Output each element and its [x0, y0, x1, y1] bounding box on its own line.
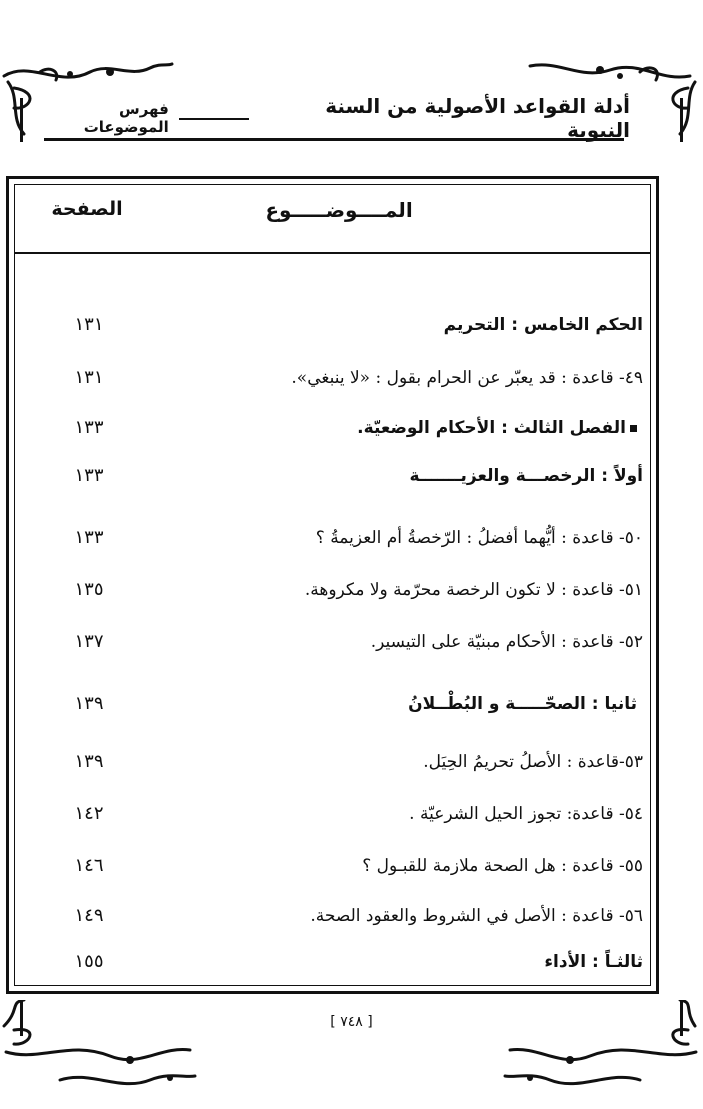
- toc-entry-title: ٥٣-قاعدة : الأصلُ تحريمُ الحِيَل.: [423, 752, 643, 772]
- toc-entry-title: أولاً : الرخصـــة والعزيـــــــة: [409, 466, 643, 486]
- toc-entry-page: ١٤٩: [74, 905, 104, 926]
- header-dash-divider: [179, 118, 249, 120]
- book-title: أدلة القواعد الأصولية من السنة النبوية: [325, 94, 630, 142]
- toc-row: [14, 742, 651, 782]
- header-rule: [44, 138, 624, 141]
- toc-entry-title: ٥٢- قاعدة : الأحكام مبنيّة على التيسير.: [370, 632, 643, 652]
- toc-row: [14, 846, 651, 886]
- toc-entry-title: الفصل الثالث : الأحكام الوضعيّة.: [357, 418, 626, 438]
- toc-entry-page: ١٣٩: [74, 751, 104, 772]
- column-subject-heading: المــــوضـــــوع: [265, 198, 413, 222]
- toc-entry-page: ١٣١: [74, 314, 104, 335]
- toc-entry-title: ٥١- قاعدة : لا تكون الرخصة محرّمة ولا مكروهة.: [304, 580, 643, 600]
- toc-row: [14, 456, 651, 496]
- toc-row: [14, 305, 651, 345]
- toc-row: [14, 684, 651, 724]
- toc-entry-page: ١٣٣: [74, 417, 104, 438]
- square-bullet-icon: [630, 425, 637, 432]
- toc-entry-title: ٥٦- قاعدة : الأصل في الشروط والعقود الصحة.: [310, 906, 643, 926]
- toc-row: [14, 358, 651, 398]
- toc-entry-title: الحكم الخامس : التحريم: [443, 315, 643, 335]
- toc-row: [14, 622, 651, 662]
- toc-entry-page: ١٣١: [74, 367, 104, 388]
- toc-entry-heading: [357, 414, 637, 442]
- bottom-ornament: [0, 1000, 703, 1100]
- toc-entry-page: ١٣٣: [74, 465, 104, 486]
- column-page-heading: الصفحة: [51, 198, 123, 220]
- toc-row: [14, 942, 651, 982]
- column-header: [14, 184, 651, 252]
- toc-row: [14, 896, 651, 936]
- toc-entry-page: ١٣٩: [74, 693, 104, 714]
- toc-row: [14, 794, 651, 834]
- toc-entry-page: ١٥٥: [74, 951, 104, 972]
- section-name: فهرس الموضوعات: [83, 100, 169, 136]
- toc-row: [14, 518, 651, 558]
- toc-entry-title: ٥٤- قاعدة: تجوز الحيل الشرعيّة .: [409, 804, 643, 824]
- toc-entry-page: ١٣٣: [74, 527, 104, 548]
- toc-entry-title: ٥٥- قاعدة : هل الصحة ملازمة للقبـول ؟: [362, 856, 643, 876]
- page-number: [ ٧٤٨ ]: [330, 1014, 373, 1030]
- toc-entry-title: ثانيا : الصحّـــــة و البُطْــلانُ: [408, 694, 637, 714]
- toc-entry-page: ١٣٥: [74, 579, 104, 600]
- toc-entry-page: ١٤٢: [74, 803, 104, 824]
- toc-row: [14, 570, 651, 610]
- column-header-rule: [14, 252, 651, 254]
- running-header: [30, 94, 630, 142]
- toc-entry-page: ١٣٧: [74, 631, 104, 652]
- toc-entry-title: ٤٩- قاعدة : قد يعبّر عن الحرام بقول : «لا ينبغي».: [291, 368, 643, 388]
- toc-entry-page: ١٤٦: [74, 855, 104, 876]
- toc-entry-title: ثالثـاً : الأداء: [544, 952, 643, 972]
- toc-entry-title: ٥٠- قاعدة : أيُّهما أفضلُ : الرّخصةُ أم العزيمةُ ؟: [315, 528, 643, 548]
- toc-row: [14, 408, 651, 448]
